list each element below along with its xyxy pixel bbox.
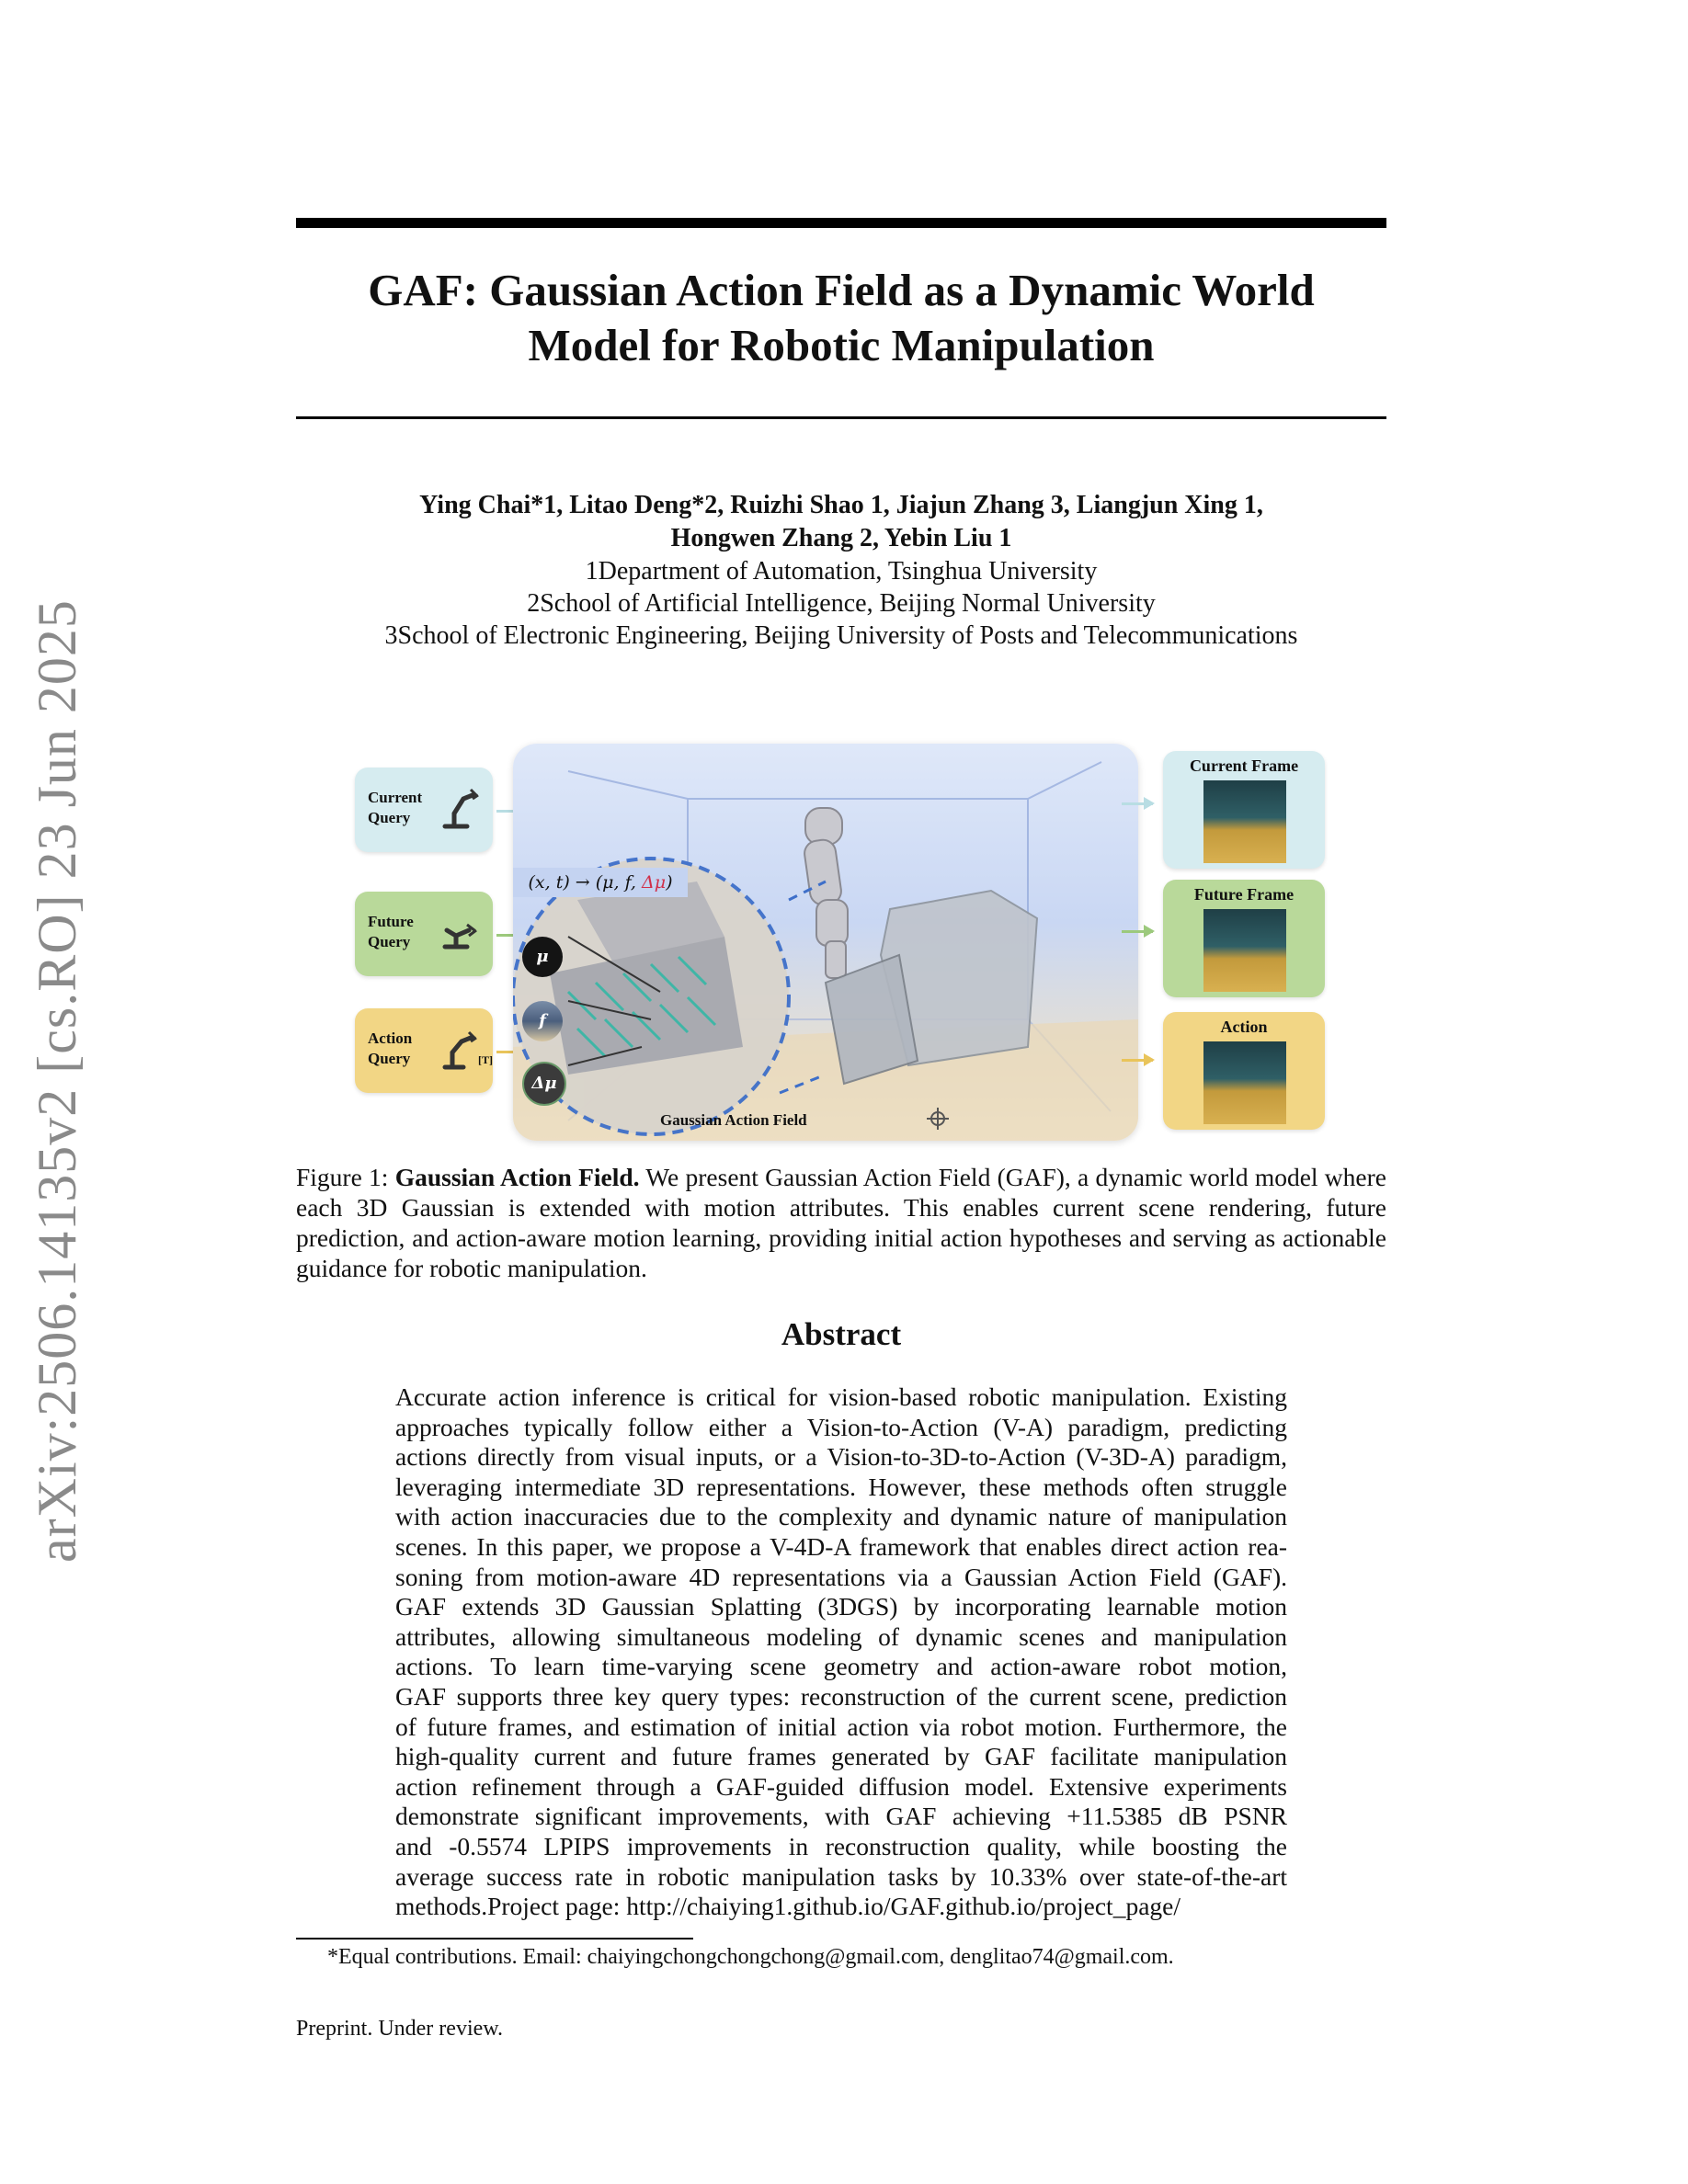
action-query-label-1: Action xyxy=(368,1029,413,1047)
scene-illustration xyxy=(513,744,1138,1141)
gaussian-action-field-scene xyxy=(513,744,1138,1141)
abstract-line: Accurate action inference is critical for vision-based robotic manipulation. Existing xyxy=(395,1382,1287,1411)
current-frame-box xyxy=(1163,751,1325,869)
current-query-label-1: Current xyxy=(368,789,423,806)
title-line-2: Model for Robotic Manipulation xyxy=(528,320,1155,370)
author-list xyxy=(296,489,1386,555)
author-line-1: Ying Chai*1, Litao Deng*2, Ruizhi Shao 1, Jiajun Zhang 3, Liangjun Xing 1, xyxy=(419,491,1263,519)
abstract-line: actions directly from visual inputs, or a Vision-to-3D-to-Action (V-3D-A) paradigm, xyxy=(395,1442,1287,1472)
abstract-line: approaches typically follow either a Vision-to-Action (V-A) paradigm, predicting xyxy=(395,1412,1287,1441)
title-line-1: GAF: Gaussian Action Field as a Dynamic World xyxy=(368,265,1315,315)
current-query-label-2: Query xyxy=(368,809,411,826)
title-top-rule xyxy=(296,218,1386,228)
abstract-line: leveraging intermediate 3D representations. However, these methods often struggle xyxy=(395,1472,1287,1501)
future-query-label-1: Future xyxy=(368,913,414,930)
affiliation-2: 2School of Artificial Intelligence, Beijing Normal University xyxy=(527,589,1156,618)
future-query-label-2: Query xyxy=(368,933,411,950)
robot-arm-icon xyxy=(439,910,480,954)
figure-1 xyxy=(349,740,1333,1144)
affiliation-3: 3School of Electronic Engineering, Beijing University of Posts and Telecommunications xyxy=(384,621,1298,650)
abstract-line: of future frames, and estimation of initial action via robot motion. Furthermore, the xyxy=(395,1712,1287,1741)
future-frame-label: Future Frame xyxy=(1193,885,1295,904)
mu-orb: μ xyxy=(522,937,563,977)
footnote-rule xyxy=(296,1938,693,1939)
abstract-line: actions. To learn time-varying scene geometry and action-aware robot motion, xyxy=(395,1652,1287,1681)
arrow-future-out xyxy=(1122,930,1153,933)
delta-mu-orb: Δμ xyxy=(522,1062,566,1106)
action-thumbnail xyxy=(1203,1041,1286,1124)
abstract-line: scenes. In this paper, we propose a V-4D-A framework that enables direct action rea- xyxy=(395,1531,1287,1561)
affiliation-list xyxy=(296,555,1386,652)
figure-caption xyxy=(296,1162,1386,1283)
action-query-box xyxy=(355,1008,493,1093)
arrow-current-out xyxy=(1122,802,1153,805)
caption-text: We present Gaussian Action Field (GAF), a dynamic world model where each 3D Gaussian is extended with motion attributes. This enables current scene rendering, future prediction, and action-aware motion learning, providing initial action hypotheses and serving as actionable guidance for robotic manipulation. xyxy=(296,1163,1386,1282)
author-line-2: Hongwen Zhang 2, Yebin Liu 1 xyxy=(670,524,1012,552)
abstract-line: GAF supports three key query types: reconstruction of the current scene, prediction xyxy=(395,1681,1287,1711)
abstract-line: with action inaccuracies due to the complexity and dynamic nature of manipulation xyxy=(395,1502,1287,1531)
robot-arm-icon xyxy=(439,1027,480,1071)
abstract-line: average success rate in robotic manipulation tasks by 10.33% over state-of-the-art xyxy=(395,1861,1287,1891)
gaf-equation: (x, t) → (μ, f, Δμ) xyxy=(513,868,688,897)
caption-label: Figure 1: xyxy=(296,1163,395,1191)
arxiv-watermark: arXiv:2506.14135v2 [cs.RO] 23 Jun 2025 xyxy=(27,599,87,1563)
affiliation-1: 1Department of Automation, Tsinghua University xyxy=(585,557,1098,586)
abstract-line: GAF extends 3D Gaussian Splatting (3DGS) by incorporating learnable motion xyxy=(395,1592,1287,1621)
action-label: Action xyxy=(1220,1018,1268,1036)
arrow-action-out xyxy=(1122,1059,1153,1062)
footnote: *Equal contributions. Email: chaiyingchongchongchong@gmail.com, denglitao74@gmail.com. xyxy=(327,1945,1174,1969)
title-bottom-rule xyxy=(296,416,1386,419)
abstract-line: methods.Project page: http://chaiying1.github.io/GAF.github.io/project_page/ xyxy=(395,1892,1180,1921)
future-frame-thumbnail xyxy=(1203,909,1286,992)
action-query-label-2: Query xyxy=(368,1050,411,1067)
time-badge: [T] xyxy=(478,1053,493,1066)
future-query-box xyxy=(355,892,493,976)
gaf-center-label: Gaussian Action Field xyxy=(660,1111,807,1129)
current-query-box xyxy=(355,768,493,852)
abstract-line: and -0.5574 LPIPS improvements in reconstruction quality, while boosting the xyxy=(395,1831,1287,1860)
paper-title xyxy=(296,263,1386,373)
action-box xyxy=(1163,1012,1325,1130)
f-orb: f xyxy=(522,1001,563,1041)
abstract-heading: Abstract xyxy=(781,1316,902,1352)
robot-arm-icon xyxy=(439,786,480,830)
abstract-line: soning from motion-aware 4D representations via a Gaussian Action Field (GAF). xyxy=(395,1562,1287,1591)
abstract-line: demonstrate significant improvements, with GAF achieving +11.5385 dB PSNR xyxy=(395,1802,1287,1831)
current-frame-label: Current Frame xyxy=(1189,756,1299,775)
caption-title: Gaussian Action Field. xyxy=(394,1163,640,1191)
abstract-line: high-quality current and future frames generated by GAF facilitate manipulation xyxy=(395,1742,1287,1771)
future-frame-box xyxy=(1163,880,1325,997)
abstract-line: attributes, allowing simultaneous modeling of dynamic scenes and manipulation xyxy=(395,1621,1287,1651)
abstract-body xyxy=(395,1382,1287,1922)
abstract-line: action refinement through a GAF-guided diffusion model. Extensive experiments xyxy=(395,1771,1287,1801)
current-frame-thumbnail xyxy=(1203,780,1286,863)
preprint-notice: Preprint. Under review. xyxy=(296,2017,504,2041)
